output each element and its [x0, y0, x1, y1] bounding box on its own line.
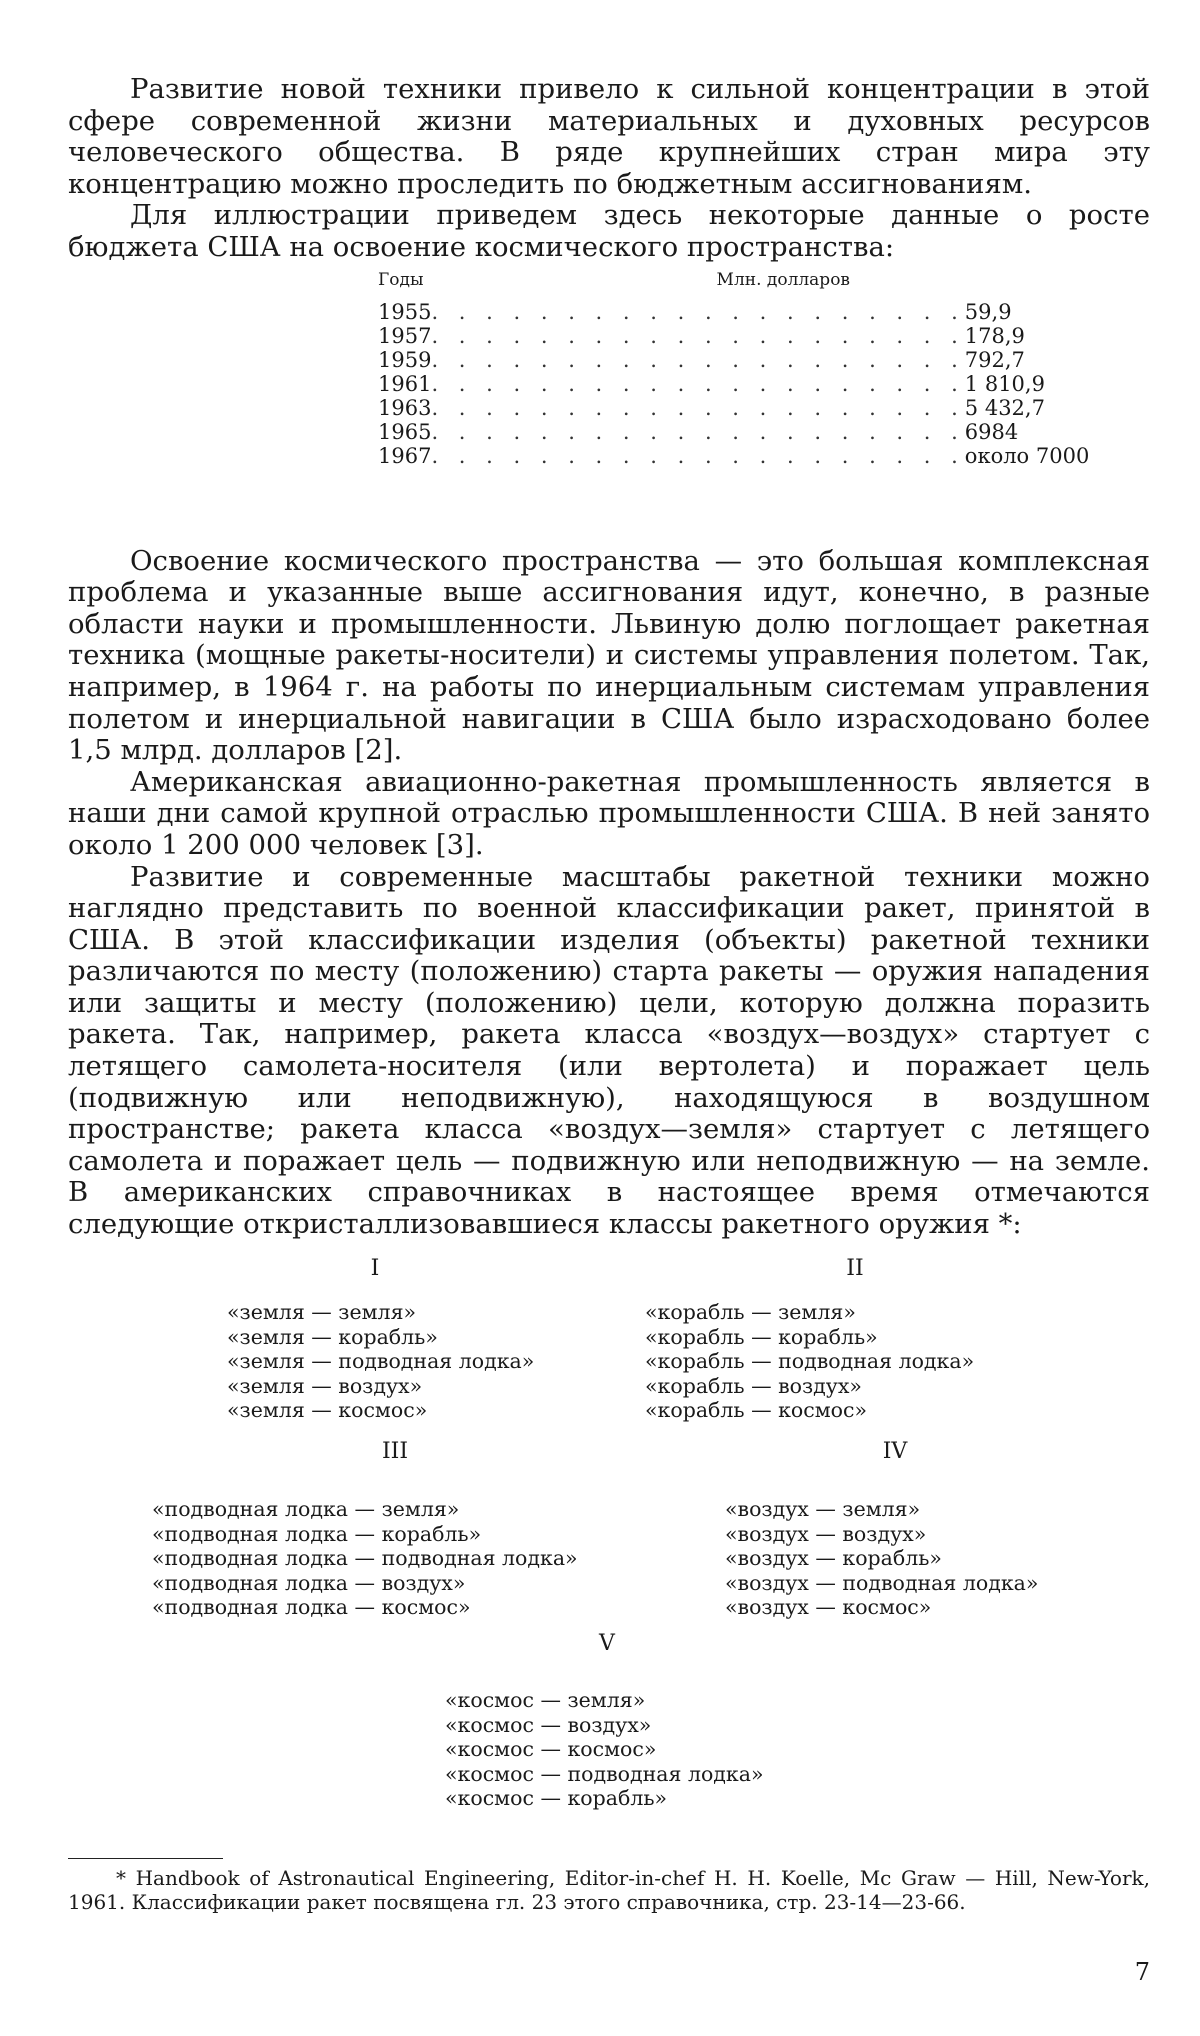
budget-row: 1963 . . . . . . . . . . . . . . . . . . . . 5 432,7 — [378, 395, 1045, 420]
paragraph-1: Развитие новой техники привело к сильной концентрации в этой сфере современной жизни материальных и духовных ресурсов человеческого общества. В ряде крупнейших стран мира эту концентрацию можно проследить по бюджетным ассигнованиям. — [68, 73, 1150, 200]
class-item: «космос — корабль» — [445, 1786, 668, 1810]
class-group-numeral: I — [370, 1256, 380, 1281]
class-item: «земля — подводная лодка» — [227, 1349, 535, 1373]
class-item: «корабль — корабль» — [645, 1324, 878, 1349]
footnote: * Handbook of Astronautical Engineering, Editor-in-chef H. H. Koelle, Mc Graw — Hill, New-York, 1961. Классификации ракет посвящена гл. 23 этого справочника, стр. 23-14—23-66. — [68, 1866, 1150, 1914]
budget-row: 1955 . . . . . . . . . . . . . . . . . . . . 59,9 — [378, 299, 1012, 324]
budget-row: 1967 . . . . . . . . . . . . . . . . . . . . около 7000 — [378, 443, 1090, 468]
budget-row: 1957 . . . . . . . . . . . . . . . . . . . . 178,9 — [378, 323, 1025, 348]
paragraph-4: Американская авиационно-ракетная промышленность является в наши дни самой крупной отраслью промышленности США. В ней занято около 1 200 000 человек [3]. — [68, 765, 1150, 861]
class-item: «воздух — подводная лодка» — [725, 1570, 1039, 1595]
class-group-numeral: II — [846, 1256, 864, 1281]
class-group-1 — [227, 1300, 534, 1423]
class-item: «земля — земля» — [227, 1300, 417, 1324]
class-group-3 — [152, 1497, 578, 1620]
class-item: «воздух — космос» — [725, 1595, 932, 1619]
class-item: «земля — корабль» — [227, 1324, 438, 1349]
paragraph-3: Освоение космического пространства — это большая комплексная проблема и указанные выше ассигнования идут, конечно, в разные области науки и промышленности. Львиную долю поглощает ракетная техника (мощные ракеты-носители) и системы управления полетом. Так, например, в 1964 г. на работы по инерциальным системам управления полетом и инерциальной навигации в США было израсходовано более 1,5 млрд. долларов [2]. — [68, 544, 1150, 767]
budget-row: 1965 . . . . . . . . . . . . . . . . . . . . 6984 — [378, 419, 1019, 444]
page-number: 7 — [1134, 1958, 1150, 1986]
class-group-2 — [645, 1300, 974, 1423]
class-item: «космос — земля» — [445, 1688, 646, 1712]
budget-table — [68, 270, 1150, 536]
class-item: «земля — космос» — [227, 1398, 428, 1422]
paragraph-5: Развитие и современные масштабы ракетной техники можно наглядно представить по военной классификации ракет, принятой в США. В этой классификации изделия (объекты) ракетной техники различаются по месту (положению) старта ракеты — оружия нападения или защиты и месту (положению) цели, которую должна поразить ракета. Так, например, ракета класса «воздух—воздух» стартует с летящего самолета-носителя (или вертолета) и поражает цель (подвижную или неподвижную), находящуюся в воздушном пространстве; ракета класса «воздух—земля» стартует с летящего самолета и поражает цель — подвижную или неподвижную — на земле. В американских справочниках в настоящее время отмечаются следующие откристаллизовавшиеся классы ракетного оружия *: — [68, 860, 1150, 1241]
class-item: «подводная лодка — космос» — [152, 1595, 471, 1619]
budget-header-years: Годы — [378, 269, 424, 290]
budget-row: 1959 . . . . . . . . . . . . . . . . . . . . 792,7 — [378, 347, 1025, 372]
class-item: «земля — воздух» — [227, 1373, 423, 1398]
class-group-numeral: IV — [882, 1439, 908, 1464]
class-group-4 — [725, 1497, 1038, 1620]
class-item: «космос — подводная лодка» — [445, 1761, 764, 1786]
footnote-divider — [68, 1858, 223, 1859]
budget-row: 1961 . . . . . . . . . . . . . . . . . . . . 1 810,9 — [378, 371, 1045, 396]
class-item: «корабль — воздух» — [645, 1373, 862, 1398]
class-item: «воздух — корабль» — [725, 1546, 942, 1570]
page-body — [68, 74, 1150, 1241]
class-item: «корабль — земля» — [645, 1300, 856, 1324]
class-group-5 — [445, 1688, 764, 1811]
budget-header-amount: Млн. долларов — [716, 269, 850, 290]
class-item: «подводная лодка — корабль» — [152, 1521, 482, 1546]
class-item: «воздух — земля» — [725, 1497, 921, 1521]
class-item: «корабль — подводная лодка» — [645, 1349, 975, 1373]
class-item: «подводная лодка — земля» — [152, 1497, 460, 1521]
class-item: «корабль — космос» — [645, 1398, 868, 1422]
class-item: «подводная лодка — воздух» — [152, 1570, 466, 1595]
class-item: «подводная лодка — подводная лодка» — [152, 1546, 578, 1570]
paragraph-2: Для иллюстрации приведем здесь некоторые данные о росте бюджета США на освоение космического пространства: — [68, 199, 1150, 263]
class-item: «космос — воздух» — [445, 1712, 652, 1737]
class-group-numeral: V — [599, 1631, 615, 1656]
class-group-numeral: III — [381, 1439, 409, 1464]
class-item: «космос — космос» — [445, 1737, 657, 1761]
class-item: «воздух — воздух» — [725, 1521, 927, 1546]
